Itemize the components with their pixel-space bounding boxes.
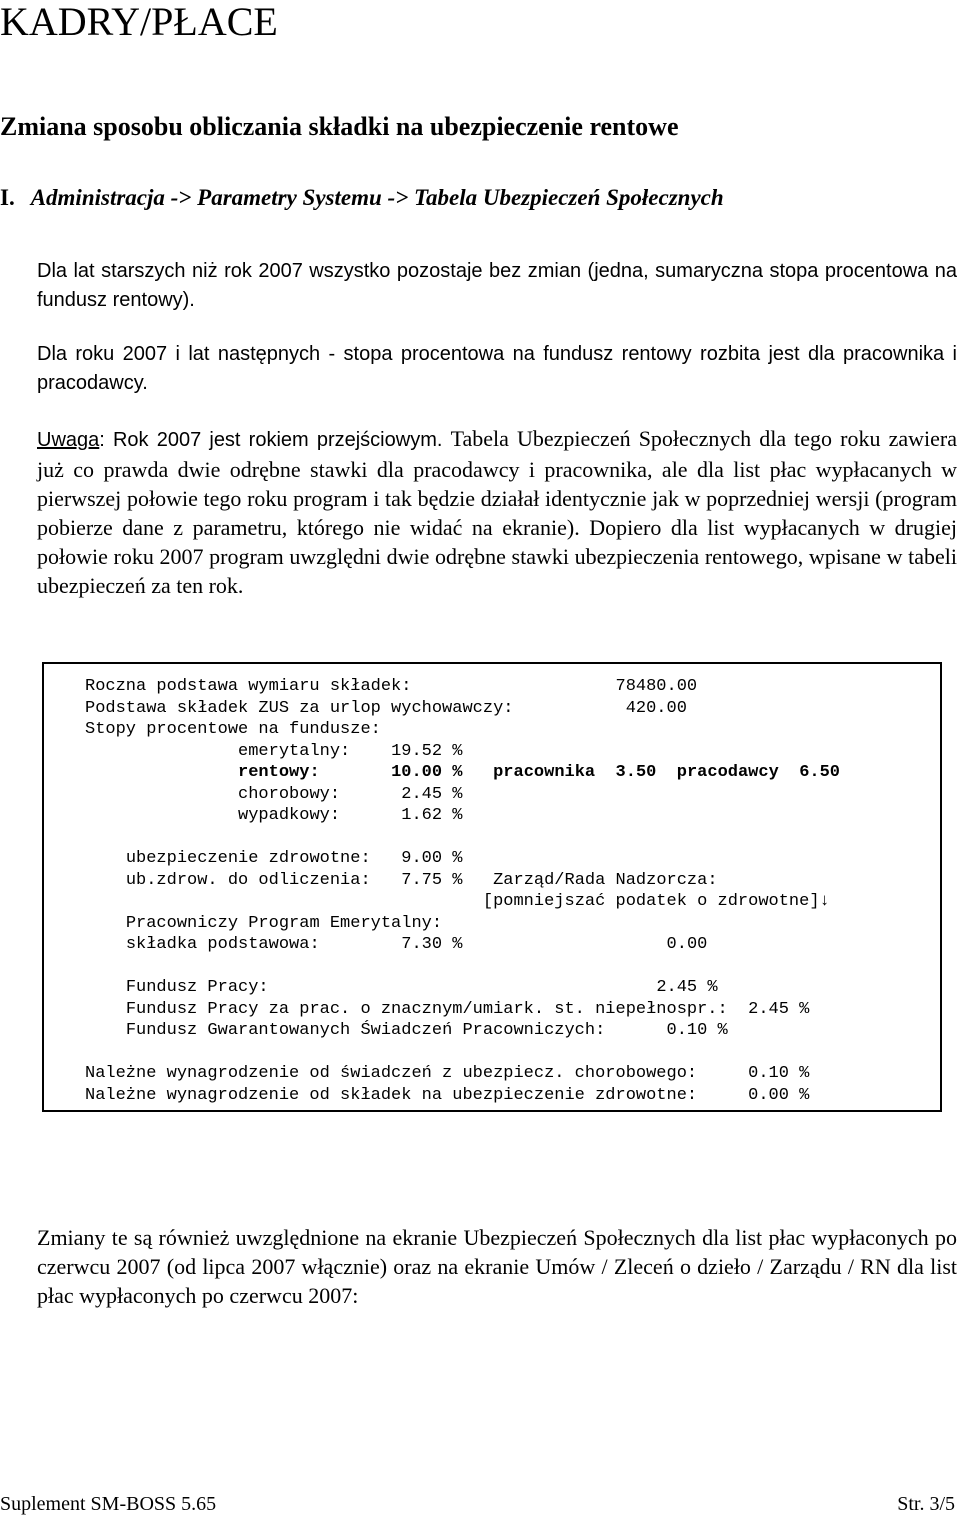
nal-chor-label: Należne wynagrodzenie od świadczeń z ubezpiecz. chorobowego: xyxy=(85,1064,698,1083)
pracownika-value: 3.50 xyxy=(615,763,657,782)
paragraph-old-years: Dla lat starszych niż rok 2007 wszystko pozostaje bez zmian (jedna, sumaryczna stopa procentowa na fundusz rentowy). xyxy=(37,260,957,311)
fgsp-value: 0.10 % xyxy=(666,1021,728,1040)
footer-document-name: Suplement SM-BOSS 5.65 xyxy=(0,1493,217,1515)
stopy-label: Stopy procentowe na fundusze: xyxy=(85,720,381,739)
section-path: Administracja -> Parametry Systemu -> Tabela Ubezpieczeń Społecznych xyxy=(30,185,724,210)
chorobowy-label: chorobowy: xyxy=(238,784,341,804)
pracodawcy-value: 6.50 xyxy=(799,763,841,782)
social-insurance-screen xyxy=(42,662,942,1112)
footer-page-number: Str. 3/5 xyxy=(897,1493,955,1515)
fp-niep-value: 2.45 % xyxy=(748,999,810,1019)
emerytalny-value: 19.52 % xyxy=(391,741,463,761)
pracownika-label: pracownika xyxy=(493,763,596,782)
paragraph-changes: Zmiany te są również uwzględnione na ekranie Ubezpieczeń Społecznych dla list płac wypłaconych po czerwcu 2007 (od lipca 2007 włącznie) oraz na ekranie Umów / Zleceń o dzieło / Zarządu / RN dla list płac wypłaconych po czerwcu 2007: xyxy=(37,1225,957,1308)
emerytalny-label: emerytalny: xyxy=(238,741,351,761)
section-number: I. xyxy=(0,185,15,210)
wypadkowy-label: wypadkowy: xyxy=(238,806,341,825)
fp-value: 2.45 % xyxy=(656,978,718,997)
rentowy-value: 10.00 % xyxy=(391,763,463,782)
document-subtitle: Zmiana sposobu obliczania składki na ubezpieczenie rentowe xyxy=(0,112,679,141)
page-title: KADRY/PŁACE xyxy=(0,0,278,44)
nal-zdrow-label: Należne wynagrodzenie od składek na ubezpieczenie zdrowotne: xyxy=(85,1085,698,1105)
paragraph-note xyxy=(37,424,957,600)
paragraph-new-years: Dla roku 2007 i lat następnych - stopa procentowa na fundusz rentowy rozbita jest dla pracownika i pracodawcy. xyxy=(37,343,957,394)
pomniejszac-checkbox[interactable]: [pomniejszać podatek o zdrowotne] xyxy=(482,892,820,911)
screen-content: Roczna podstawa wymiaru składek: 78480.00 Podstawa składek ZUS za urlop wychowawczy: 420.00 Stopy procentowe na fundusze: emerytalny: 19.52 % rentowy: 10.00 % pracownika 3.50 pracodawcy 6.50 chorobowy: 2.45 % wypadkowy: 1.62 % ubezpieczenie zdrowotne: 9.00 % ub.zdrow. do odliczenia: 7.75 % Zarząd/Rada Nadzorcza: [pomniejszać podatek o zdrowotne]↓ Pracowniczy Program Emerytalny: składka podstawowa: 7.30 % 0.00 Fundusz Pracy: 2.45 % Fundusz Pracy za prac. o znacznym/umiark. st. niepełnospr.: 2.45 % Fundusz Gwarantowanych Świadczeń Pracowniczych: 0.10 % Należne wynagrodzenie od świadczeń z ubezpiecz. chorobowego: 0.10 % Należne wynagrodzenie od składek na ubezpieczenie zdrowotne: 0.00 % xyxy=(85,677,841,1105)
skladka-value: 7.30 % xyxy=(401,935,463,954)
odliczenia-label: ub.zdrow. do odliczenia: xyxy=(125,870,371,890)
fp-niep-label: Fundusz Pracy za prac. o znacznym/umiark. st. niepełnospr.: xyxy=(125,999,728,1019)
note-label: Uwaga xyxy=(37,429,100,451)
section-heading xyxy=(0,183,724,213)
roczna-label: Roczna podstawa wymiaru składek: xyxy=(85,677,412,696)
zarzad-label: Zarząd/Rada Nadzorcza: xyxy=(493,870,718,890)
wypadkowy-value: 1.62 % xyxy=(401,806,463,825)
zdrowotne-value: 9.00 % xyxy=(401,849,463,868)
roczna-value: 78480.00 xyxy=(615,677,698,696)
skladka-value-2: 0.00 xyxy=(666,935,708,954)
nal-chor-value: 0.10 % xyxy=(748,1064,810,1083)
note-text: : Rok 2007 jest rokiem przejściowym. xyxy=(99,429,451,451)
note-text-serif: Tabela Ubezpieczeń Społecznych dla tego roku zawiera już co prawda dwie odrębne stawki dla pracodawcy i pracownika, ale dla list płac wypłacanych w pierwszej połowie tego roku program i tak będzie działał identycznie jak w poprzedniej wersji (program pobierze dane z parametru, którego nie widać na ekranie). xyxy=(37,426,957,540)
ppe-label: Pracowniczy Program Emerytalny: xyxy=(125,913,443,933)
odliczenia-value: 7.75 % xyxy=(401,870,463,890)
urlop-label: Podstawa składek ZUS za urlop wychowawczy: xyxy=(85,698,514,718)
fgsp-label: Fundusz Gwarantowanych Świadczeń Pracowniczych: xyxy=(125,1021,606,1040)
chorobowy-value: 2.45 % xyxy=(401,784,463,804)
rentowy-label: rentowy: xyxy=(238,763,320,782)
note-text-serif-2: Dopiero dla list wypłacanych w drugiej połowie roku 2007 program uwzględni dwie odrębne stawki ubezpieczenia rentowego, wpisane w tabeli ubezpieczeń za ten rok. xyxy=(37,515,957,598)
zdrowotne-label: ubezpieczenie zdrowotne: xyxy=(125,849,371,868)
fp-label: Fundusz Pracy: xyxy=(125,978,269,997)
nal-zdrow-value: 0.00 % xyxy=(748,1085,810,1105)
pracodawcy-label: pracodawcy xyxy=(676,763,779,782)
skladka-label: składka podstawowa: xyxy=(125,935,320,954)
urlop-value: 420.00 xyxy=(625,698,687,718)
